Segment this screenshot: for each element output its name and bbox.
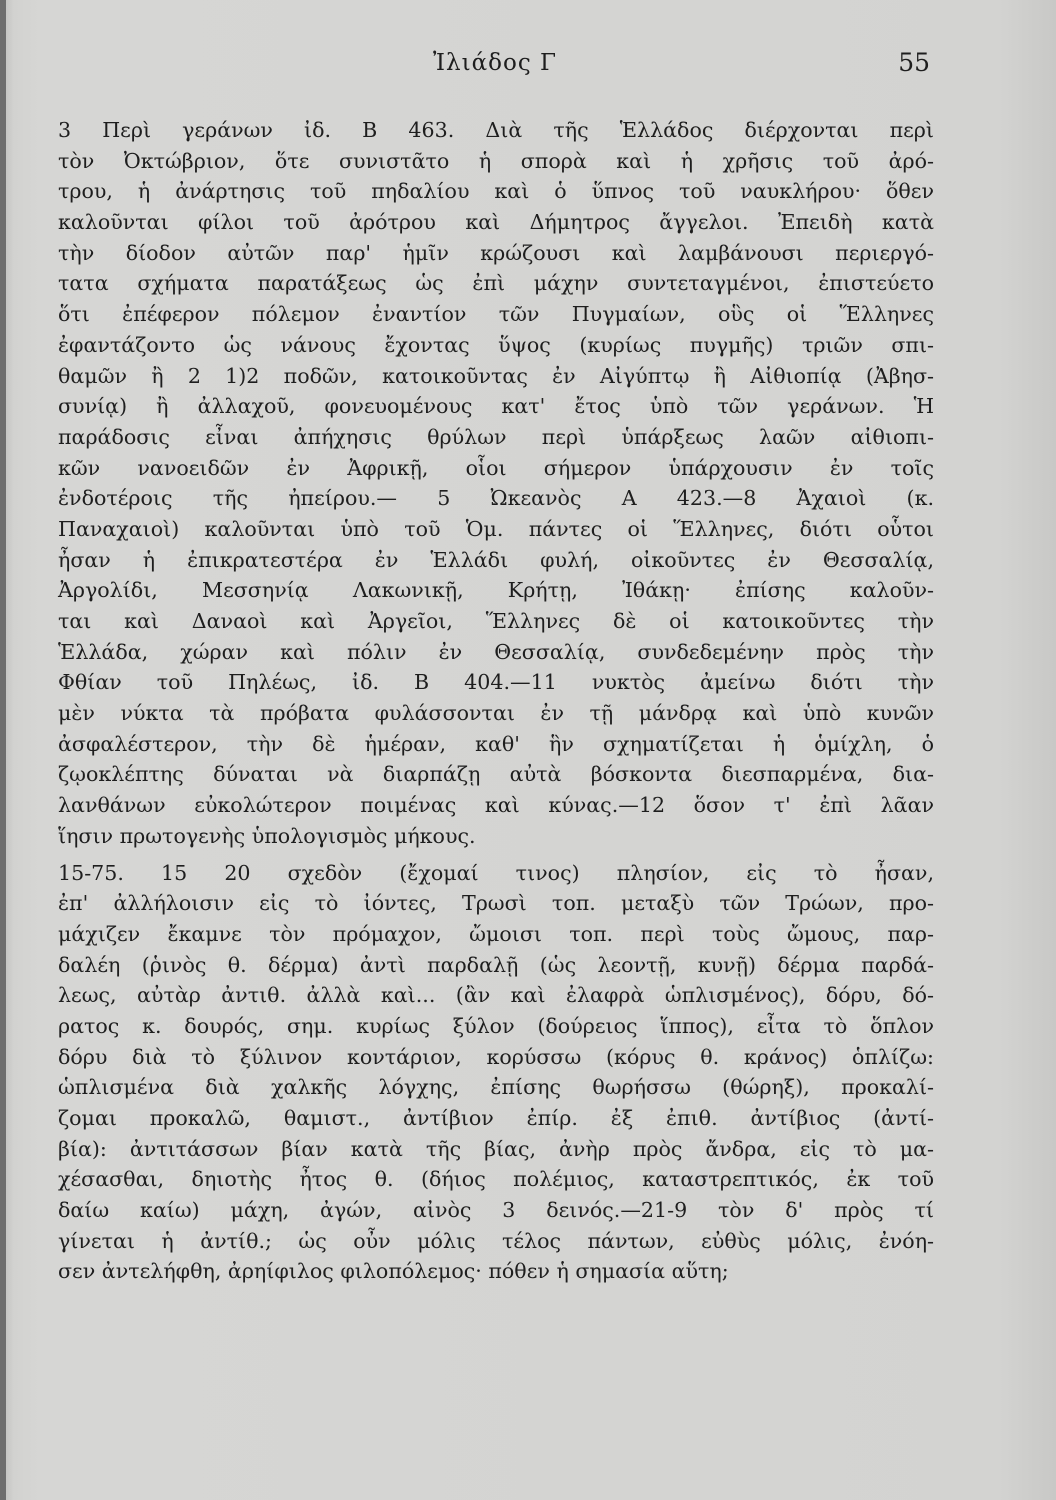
text-line-content: σεν ἀντελήφθη, ἀρηίφιλος φιλοπόλεμος· πόθεν ἡ σημασία αὕτη; <box>58 1259 729 1284</box>
text-line-content: μὲν νύκτα τὰ πρόβατα φυλάσσονται ἐν τῇ μάνδρᾳ καὶ ὑπὸ κυνῶν <box>58 701 934 726</box>
text-line <box>58 759 934 790</box>
text-line-content: ὡπλισμένα διὰ χαλκῆς λόγχης, ἐπίσης θωρήσσω (θώρηξ), προκαλί- <box>58 1075 934 1100</box>
text-line <box>58 858 934 889</box>
commentary-text <box>58 115 934 1287</box>
text-line <box>58 637 934 668</box>
text-line-content: δόρυ διὰ τὸ ξύλινον κοντάριον, κορύσσω (κόρυς θ. κράνος) ὁπλίζω: <box>58 1044 934 1069</box>
text-line <box>58 1011 934 1042</box>
text-line-content: ἐπ' ἀλλήλοισιν εἰς τὸ ἰόντες, Τρωσὶ τοπ. μεταξὺ τῶν Τρώων, προ- <box>58 891 934 916</box>
text-line <box>58 545 934 576</box>
text-line-content: μάχιζεν ἔκαμνε τὸν πρόμαχον, ὤμοισι τοπ. περὶ τοὺς ὤμους, παρ- <box>58 921 934 946</box>
text-line <box>58 1256 934 1287</box>
text-line <box>58 453 934 484</box>
text-line-content: ἐνδοτέροις τῆς ἠπείρου.— 5 Ὠκεανὸς Α 423.—8 Ἀχαιοὶ (κ. <box>58 486 934 511</box>
text-line <box>58 361 934 392</box>
text-line-content: ἦσαν ἡ ἐπικρατεστέρα ἐν Ἑλλάδι φυλή, οἰκοῦντες ἐν Θεσσαλίᾳ, <box>58 547 934 572</box>
text-line-content: ἐφαντάζοντο ὡς νάνους ἔχοντας ὕψος (κυρίως πυγμῆς) τριῶν σπι- <box>58 332 934 357</box>
text-line <box>58 268 934 299</box>
text-line-content: ἀσφαλέστερον, τὴν δὲ ἡμέραν, καθ' ἣν σχηματίζεται ἡ ὁμίχλη, ὁ <box>58 731 934 756</box>
text-line <box>58 950 934 981</box>
text-line-content: τὸν Ὀκτώβριον, ὅτε συνιστᾶτο ἡ σπορὰ καὶ ἡ χρῆσις τοῦ ἀρό- <box>58 148 934 173</box>
text-line-content: τὴν δίοδον αὐτῶν παρ' ἡμῖν κρώζουσι καὶ λαμβάνουσι περιεργό- <box>58 240 934 265</box>
text-line <box>58 1072 934 1103</box>
text-line-content: ρατος κ. δουρός, σημ. κυρίως ξύλον (δούρειος ἵππος), εἶτα τὸ ὅπλον <box>58 1013 934 1038</box>
page-number: 55 <box>898 48 930 77</box>
text-line <box>58 790 934 821</box>
text-line-content: ὅτι ἐπέφερον πόλεμον ἐναντίον τῶν Πυγμαίων, οὓς οἱ Ἕλληνες <box>58 302 934 327</box>
text-line <box>58 176 934 207</box>
text-line-content: βία): ἀντιτάσσων βίαν κατὰ τῆς βίας, ἀνὴρ πρὸς ἄνδρα, εἰς τὸ μα- <box>58 1136 934 1161</box>
text-line-content: λεως, αὐτὰρ ἀντιθ. ἀλλὰ καὶ... (ἂν καὶ ἐλαφρὰ ὡπλισμένος), δόρυ, δό- <box>58 983 934 1008</box>
text-line <box>58 698 934 729</box>
running-head: Ἰλιάδος Γ <box>433 50 557 76</box>
text-line <box>58 729 934 760</box>
text-line <box>58 1042 934 1073</box>
page-header <box>58 44 932 84</box>
text-line-content: 3 Περὶ γεράνων ἰδ. Β 463. Διὰ τῆς Ἑλλάδος διέρχονται περὶ <box>58 118 934 142</box>
text-line <box>58 483 934 514</box>
text-line <box>58 1195 934 1226</box>
binding-gutter <box>0 0 6 1500</box>
text-line <box>58 391 934 422</box>
text-line <box>58 888 934 919</box>
text-line-content: καλοῦνται φίλοι τοῦ ἀρότρου καὶ Δήμητρος ἄγγελοι. Ἐπειδὴ κατὰ <box>58 210 934 235</box>
text-line-content: ζομαι προκαλῶ, θαμιστ., ἀντίβιον ἐπίρ. ἐξ ἐπιθ. ἀντίβιος (ἀντί- <box>58 1106 934 1130</box>
text-line-content: Παναχαιοὶ) καλοῦνται ὑπὸ τοῦ Ὁμ. πάντες οἱ Ἕλληνες, διότι οὗτοι <box>58 516 934 541</box>
text-line-content: θαμῶν ἢ 2 1)2 ποδῶν, κατοικοῦντας ἐν Αἰγύπτῳ ἢ Αἰθιοπίᾳ (Ἀβησ- <box>58 363 934 388</box>
text-line <box>58 980 934 1011</box>
text-line-content: τατα σχήματα παρατάξεως ὡς ἐπὶ μάχην συντεταγμένοι, ἐπιστεύετο <box>58 271 934 296</box>
text-line-content: δαίω καίω) μάχη, ἀγών, αἰνὸς 3 δεινός.—21-9 τὸν δ' πρὸς τί <box>58 1198 934 1223</box>
text-line-content: χέσασθαι, δηιοτὴς ἦτος θ. (δήιος πολέμιος, καταστρεπτικός, ἐκ τοῦ <box>58 1167 934 1192</box>
text-line <box>58 821 934 852</box>
text-line <box>58 919 934 950</box>
text-line-content: κῶν νανοειδῶν ἐν Ἀφρικῇ, οἷοι σήμερον ὑπάρχουσιν ἐν τοῖς <box>58 455 934 480</box>
text-line <box>58 330 934 361</box>
text-line-content: παράδοσις εἶναι ἀπήχησις θρύλων περὶ ὑπάρξεως λαῶν αἰθιοπι- <box>58 424 934 449</box>
text-line-content: ζῳοκλέπτης δύναται νὰ διαρπάζῃ αὐτὰ βόσκοντα διεσπαρμένα, δια- <box>58 762 934 787</box>
text-line-content: τρου, ἡ ἀνάρτησις τοῦ πηδαλίου καὶ ὁ ὕπνος τοῦ ναυκλήρου· ὅθεν <box>58 179 934 204</box>
text-line-content: Ἑλλάδα, χώραν καὶ πόλιν ἐν Θεσσαλίᾳ, συνδεδεμένην πρὸς τὴν <box>58 639 934 664</box>
text-line <box>58 146 934 177</box>
text-line-content: λανθάνων εὐκολώτερον ποιμένας καὶ κύνας.—12 ὅσον τ' ἐπὶ λᾶαν <box>58 793 934 818</box>
text-line <box>58 667 934 698</box>
text-line <box>58 606 934 637</box>
text-line <box>58 1134 934 1165</box>
text-line-content: Ἀργολίδι, Μεσσηνίᾳ Λακωνικῇ, Κρήτῃ, Ἰθάκῃ· ἐπίσης καλοῦν- <box>58 578 934 603</box>
text-line <box>58 514 934 545</box>
text-line <box>58 422 934 453</box>
text-line-content: συνίᾳ) ἢ ἀλλαχοῦ, φονευομένους κατ' ἔτος ὑπὸ τῶν γεράνων. Ἡ <box>58 394 934 419</box>
text-line-content: ται καὶ Δαναοὶ καὶ Ἀργεῖοι, Ἕλληνες δὲ οἱ κατοικοῦντες τὴν <box>58 609 934 633</box>
text-line-content: δαλέη (ῥινὸς θ. δέρμα) ἀντὶ παρδαλῇ (ὡς λεοντῇ, κυνῇ) δέρμα παρδά- <box>58 952 934 977</box>
text-line <box>58 238 934 269</box>
text-line <box>58 1164 934 1195</box>
text-line <box>58 1103 934 1134</box>
text-line-content: γίνεται ἡ ἀντίθ.; ὡς οὖν μόλις τέλος πάντων, εὐθὺς μόλις, ἐνόη- <box>58 1228 934 1253</box>
text-line-content: 15-75. 15 20 σχεδὸν (ἔχομαί τινος) πλησίον, εἰς τὸ ἦσαν, <box>58 860 934 885</box>
text-line-content: Φθίαν τοῦ Πηλέως, ἰδ. Β 404.—11 νυκτὸς ἀμείνω διότι τὴν <box>58 670 934 695</box>
text-line <box>58 115 934 146</box>
text-line <box>58 1226 934 1257</box>
text-line-content: ἵησιν πρωτογενὴς ὑπολογισμὸς μήκους. <box>58 823 476 848</box>
text-line <box>58 575 934 606</box>
text-line <box>58 299 934 330</box>
text-line <box>58 207 934 238</box>
